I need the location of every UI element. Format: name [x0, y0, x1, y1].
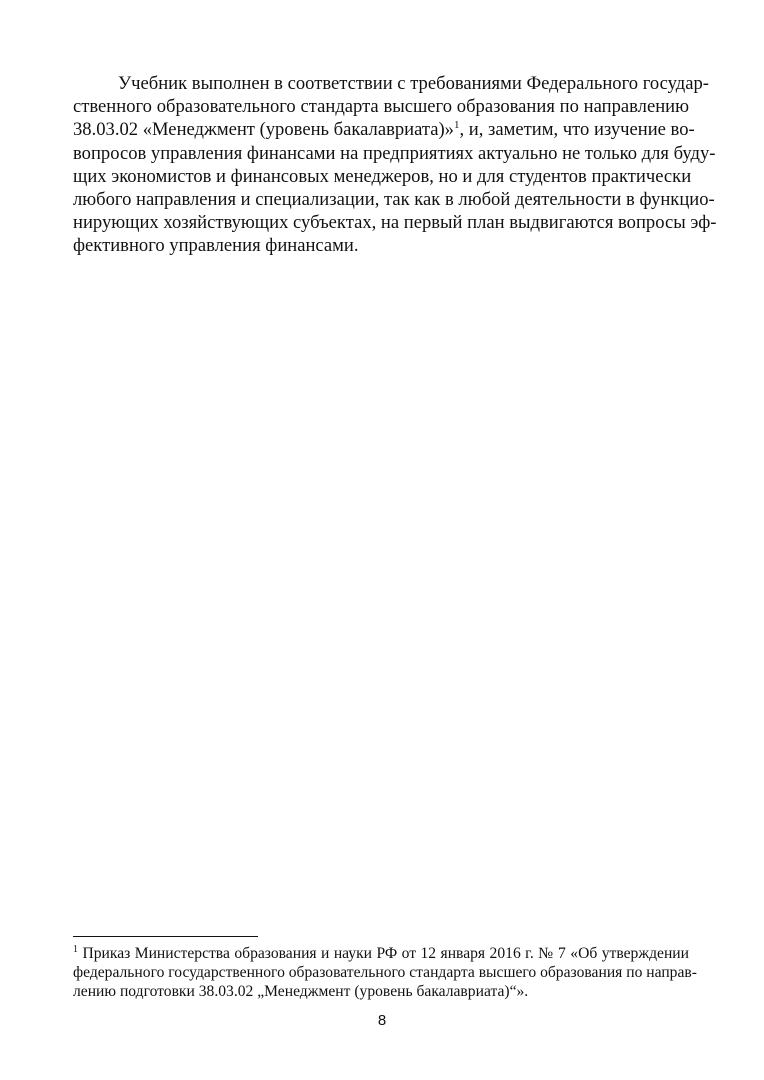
body-paragraph	[73, 72, 717, 258]
body-line: Учебник выполнен в соответствии с требованиями Федерального государ-	[118, 73, 709, 94]
footnote-reference[interactable]: 1	[453, 119, 460, 132]
footnote-mark: 1	[73, 943, 78, 955]
body-line: фективного управления финансами.	[73, 235, 359, 257]
footnote-line: федерального государственного образовательного стандарта высшего образования по направ-	[73, 964, 697, 981]
body-line-with-footnote-ref	[73, 118, 695, 141]
body-line: любого направления и специализации, так как в любой деятельности в функцио-	[73, 189, 715, 211]
footnote	[73, 943, 697, 1001]
footnote-line-text: Приказ Министерства образования и науки РФ от 12 января 2016 г. № 7 «Об утверждении	[78, 945, 689, 962]
body-line: ственного образовательного стандарта высшего образования по направлению	[73, 96, 689, 118]
footnote-separator	[73, 936, 258, 937]
footnote-line: лению подготовки 38.03.02 „Менеджмент (уровень бакалавриата)“».	[73, 983, 529, 1000]
page-number: 8	[377, 1012, 387, 1029]
body-line: вопросов управления финансами на предприятиях актуально не только для буду-	[73, 142, 716, 164]
footnote-line-first	[73, 944, 689, 963]
body-line: нирующих хозяйствующих субъектах, на первый план выдвигаются вопросы эф-	[73, 212, 717, 234]
body-line-text: 38.03.02 «Менеджмент (уровень бакалавриата)»	[73, 119, 454, 141]
body-line: щих экономистов и финансовых менеджеров, но и для студентов практически	[73, 165, 692, 187]
body-line-text-tail: , и, заметим, что изучение во-	[459, 119, 695, 141]
